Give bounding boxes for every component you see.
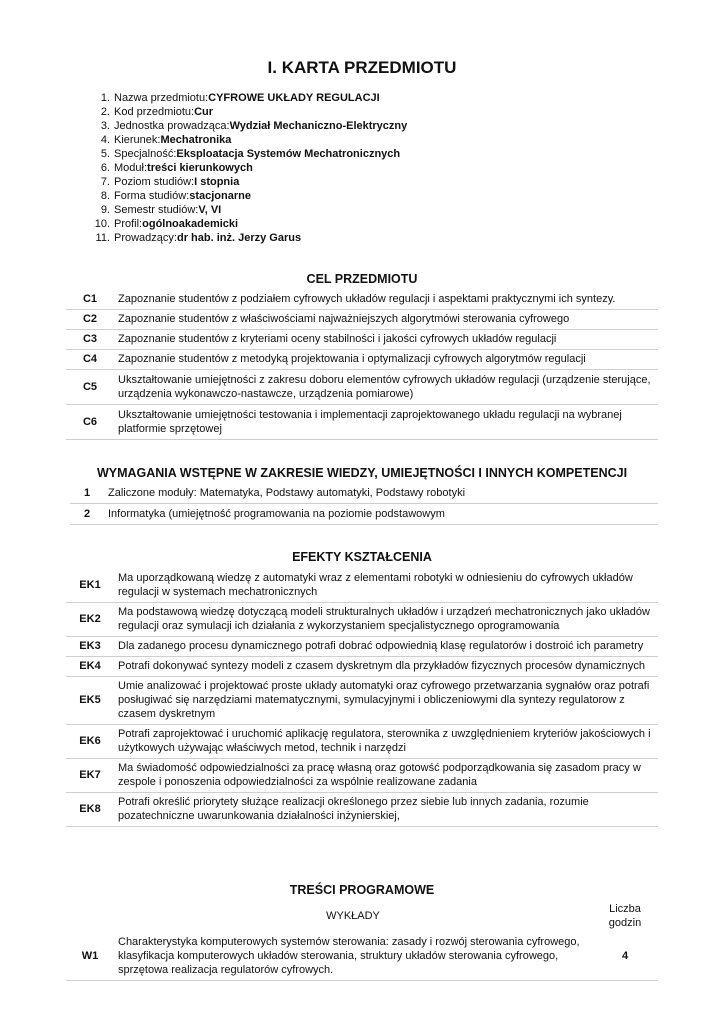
table-row (66, 290, 658, 310)
info-row (88, 133, 648, 147)
program-content-table (66, 900, 658, 981)
info-number: 11. (95, 232, 110, 244)
row-text: Zapoznanie studentów z właściwościami najważniejszych algorytmówi sterowania cyfrowego (118, 313, 570, 325)
row-hours: 4 (621, 950, 629, 962)
table-row (66, 370, 658, 405)
info-value: ogólnoakademicki (142, 218, 239, 230)
table-row (70, 504, 658, 525)
row-text: Ma uporządkowaną wiedzę z automatyki wraz z elementami robotyki w odniesieniu do cyfrowych układów regulacji w systemach mechatronicznych (118, 572, 633, 598)
table-row (66, 793, 658, 827)
row-code: W1 (81, 950, 99, 962)
info-value: Wydział Mechaniczno-Elektryczny (229, 120, 408, 132)
row-text: Zapoznanie studentów z metodyką projektowania i optymalizacji cyfrowych algorytmów regulacji (118, 353, 586, 365)
info-row (88, 91, 648, 105)
table-row (66, 933, 658, 981)
info-label: Specjalność: (114, 148, 177, 160)
info-value: Eksploatacja Systemów Mechatronicznych (176, 148, 401, 160)
row-text: Umie analizować i projektować proste układy automatyki oraz cyfrowego przetwarzania sygnałów oraz potrafi posługiwać się narzędziami matematycznymi, symulacyjnymi i obliczeniowymi dla syntezy regulatorow z czasem dyskretnym (118, 680, 650, 720)
row-code: C6 (82, 415, 98, 428)
row-text: Ukształtowanie umiejętności testowania i implementacji zaprojektowanego układu regulacji na wybranej platformie sprzętowej (118, 408, 622, 435)
section-title-wymagania: WYMAGANIA WSTĘPNE W ZAKRESIE WIEDZY, UMIEJĘTNOŚCI I INNYCH KOMPETENCJI (96, 466, 628, 480)
info-label: Kierunek: (114, 134, 161, 146)
info-value: Cur (194, 106, 214, 118)
table-row (66, 330, 658, 350)
row-text: Zaliczone moduły: Matematyka, Podstawy automatyki, Podstawy robotyki (108, 487, 466, 499)
row-code: EK3 (79, 640, 101, 652)
row-text: Ma świadomość odpowiedzialności za pracę własną oraz gotowść podporządkowania się zasadom pracy w zespole i ponoszenia odpowiedzialności za wspólnie realizowane zadania (118, 762, 641, 788)
info-number: 3. (100, 120, 110, 132)
section-title-efekty: EFEKTY KSZTAŁCENIA (292, 550, 432, 564)
row-code: EK2 (79, 613, 101, 625)
table-row (66, 677, 658, 725)
table-row (66, 350, 658, 370)
info-value: treści kierunkowych (147, 162, 253, 174)
learning-outcomes-table (66, 569, 658, 827)
row-text: Informatyka (umiejętność programowania na poziomie podstawowym (108, 507, 445, 520)
row-text: Charakterystyka komputerowych systemów sterowania: zasady i rozwój sterowania cyfrowego, klasyfikacja komputerowych układów sterowania, struktury układów sterowania cyfrowego, sprzętowa realizacja regulatorów cyfrowych. (118, 936, 580, 976)
row-code: C3 (82, 333, 98, 345)
table-row (66, 637, 658, 657)
info-row (88, 105, 648, 119)
table-row (66, 759, 658, 793)
info-label: Jednostka prowadząca: (114, 120, 230, 132)
row-text: Potrafi dokonywać syntezy modeli z czasem dyskretnym dla przykładów fizycznych procesów dynamicznych (118, 660, 645, 672)
requirements-table (70, 484, 658, 525)
info-row (88, 161, 648, 175)
row-code: EK1 (79, 579, 101, 591)
page-title: I. KARTA PRZEDMIOTU (267, 58, 457, 77)
row-code: EK6 (79, 735, 101, 747)
row-text: Zapoznanie studentów z kryteriami oceny stabilności i jakości cyfrowych układów regulacji (118, 333, 557, 345)
row-code: EK5 (79, 694, 101, 706)
info-number: 4. (100, 134, 110, 146)
info-label: Profil: (114, 218, 143, 230)
row-text: Zapoznanie studentów z podziałem cyfrowych układów regulacji i aspektami praktycznymi ich syntezy. (118, 293, 616, 305)
info-label: Kod przedmiotu: (114, 106, 195, 118)
info-row (88, 189, 648, 203)
info-number: 6. (100, 162, 110, 174)
info-number: 5. (100, 148, 110, 160)
info-number: 10. (94, 218, 110, 230)
table-row (66, 657, 658, 677)
info-label: Prowadzący: (114, 232, 177, 244)
section-title-cel: CEL PRZEDMIOTU (306, 272, 418, 286)
row-text: Ukształtowanie umiejętności z zakresu doboru elementów cyfrowych układów regulacji (urządzenie sterujące, urządzenia wykonawczo-nastawcze, urządzenia pomiarowe) (118, 373, 651, 400)
info-row (88, 203, 648, 217)
info-value: CYFROWE UKŁADY REGULACJI (208, 92, 380, 104)
info-label: Semestr studiów: (114, 204, 199, 216)
table-row (66, 725, 658, 759)
info-label: Moduł: (114, 162, 148, 174)
course-info-list (88, 91, 648, 245)
info-value: V, VI (198, 204, 222, 216)
table-row (66, 569, 658, 603)
header-wyklady: WYKŁADY (326, 910, 380, 922)
table-row (66, 310, 658, 330)
info-value: stacjonarne (189, 190, 251, 202)
header-hours: Liczba godzin (608, 903, 642, 929)
info-value: I stopnia (194, 176, 240, 188)
info-value: Mechatronika (160, 134, 232, 146)
info-row (88, 175, 648, 189)
info-row (88, 147, 648, 161)
table-header-row (66, 900, 658, 933)
row-code: 1 (83, 487, 91, 499)
row-code: C4 (82, 353, 98, 365)
row-code: EK8 (79, 803, 101, 815)
info-number: 2. (100, 106, 110, 118)
row-text: Potrafi określić priorytety służące realizacji określonego przez siebie lub innych zadania, rozumie pozatechniczne uwarunkowania działalności inżynierskiej, (118, 796, 589, 822)
info-row (88, 231, 648, 245)
info-number: 9. (100, 204, 110, 216)
info-label: Forma studiów: (114, 190, 190, 202)
info-row (88, 119, 648, 133)
info-value: dr hab. inż. Jerzy Garus (176, 232, 302, 244)
row-text: Potrafi zaprojektować i uruchomić aplikację regulatora, sterownika z uwzględnieniem kryteriów jakościowych i użytkowych używając właściwych metod, technik i narzędzi (118, 728, 651, 754)
info-label: Nazwa przedmiotu: (114, 92, 209, 104)
row-code: C1 (82, 293, 98, 305)
table-row (70, 484, 658, 504)
table-row (66, 405, 658, 440)
header-spacer (66, 900, 114, 933)
row-code: C2 (82, 313, 98, 325)
row-code: EK4 (79, 660, 101, 672)
info-label: Poziom studiów: (114, 176, 195, 188)
row-code: C5 (82, 380, 98, 393)
info-number: 1. (100, 92, 110, 104)
info-number: 8. (100, 190, 110, 202)
section-title-tresci: TREŚCI PROGRAMOWE (289, 883, 435, 897)
row-code: EK7 (79, 769, 101, 781)
info-number: 7. (100, 176, 110, 188)
table-row (66, 603, 658, 637)
info-row (88, 217, 648, 231)
row-text: Ma podstawową wiedzę dotyczącą modeli strukturalnych układów i urządzeń mechatronicznych jako układów regulacji oraz symulacji ich działania z wykorzystaniem specjalistycznego oprogramowania (118, 606, 650, 632)
row-code: 2 (83, 507, 91, 520)
cel-table (66, 290, 658, 440)
row-text: Dla zadanego procesu dynamicznego potrafi dobrać odpowiednią klasę regulatorów i dostroić ich parametry (118, 640, 644, 652)
